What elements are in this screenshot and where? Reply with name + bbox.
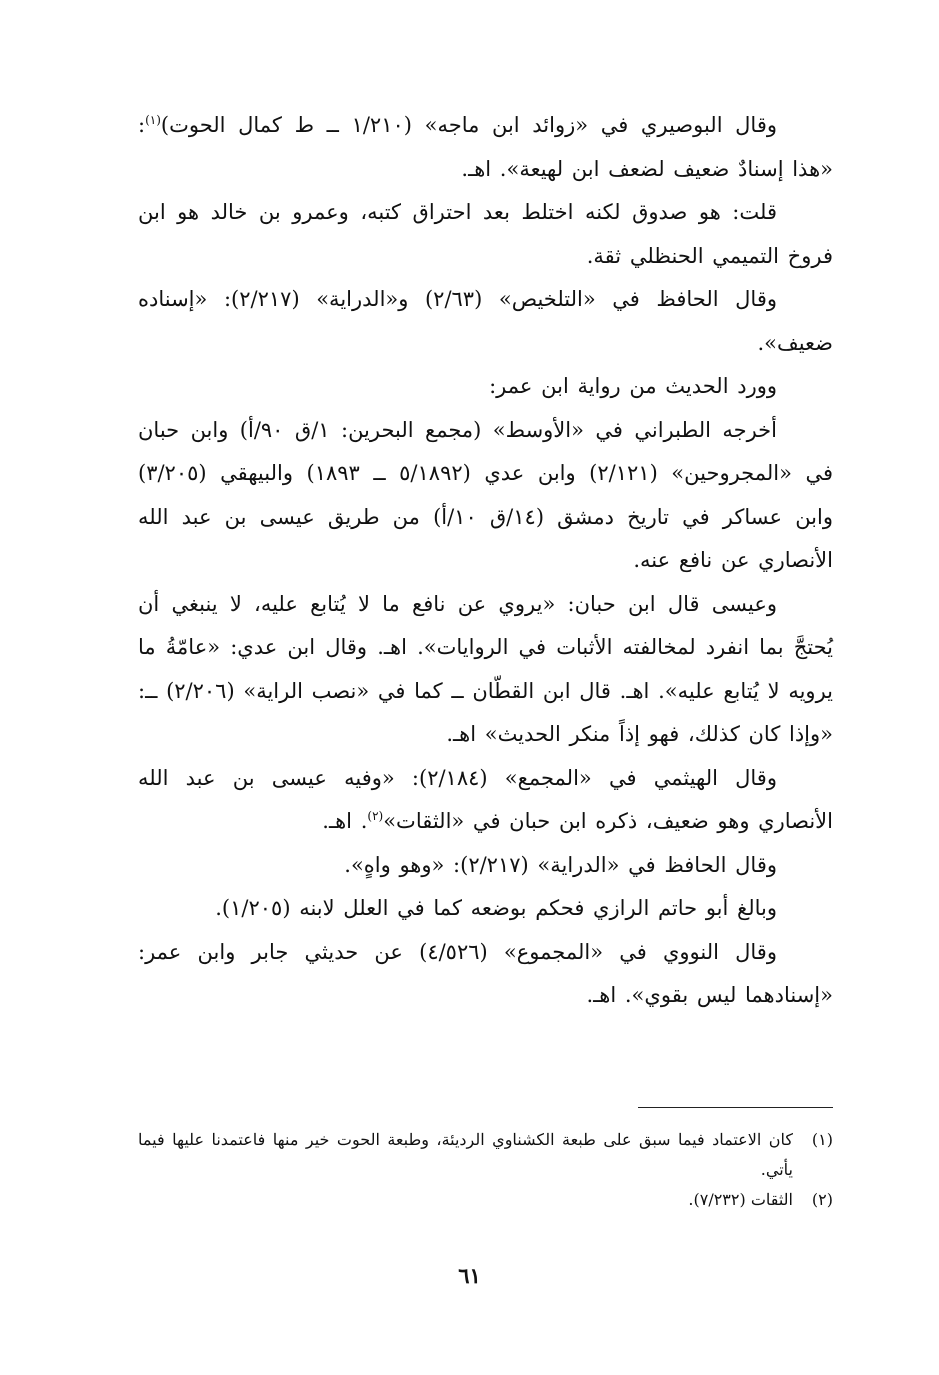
footnote-number: (١) [811, 1130, 833, 1149]
footnote-ref-1[interactable]: (١) [145, 113, 161, 127]
paragraph-isa: وعيسى قال ابن حبان: «يروي عن نافع ما لا يُتابع عليه، لا ينبغي أن يُحتجَّ بما انفرد لمخالفته الأثبات في الروايات». اهـ. وقال ابن عدي: «عامّةُ ما يرويه لا يُتابع عليه». اهـ. قال ابن القطّان ــ كما في «نصب الراية» (٢/٢٠٦) ــ: «وإذا كان كذلك، فهو إذاً منكر الحديث» اهـ. [138, 591, 833, 746]
main-text [138, 104, 833, 1018]
footnote-separator [638, 1107, 833, 1108]
paragraph-text: وقال البوصيري في «زوائد ابن ماجه» (١/٢١٠ ــ ط كمال الحوت) [160, 113, 778, 137]
footnote-number: (٢) [811, 1190, 833, 1209]
page-number: ٦١ [458, 1263, 481, 1288]
footnote-2 [138, 1185, 833, 1215]
footnote-ref-2[interactable]: (٢) [367, 809, 384, 823]
paragraph-hafiz-talkhis: وقال الحافظ في «التلخيص» (٢/٦٣) و«الدراية» (٢/٢١٧): «إسناده ضعيف». [138, 287, 833, 355]
footnote-1 [138, 1125, 833, 1185]
paragraph-text-tail: : «هذا إسنادٌ ضعيف لضعف ابن لهيعة». اهـ. [138, 113, 833, 181]
paragraph-qultu: قلت: هو صدوق لكنه اختلط بعد احتراق كتبه، وعمرو بن خالد هو ابن فروخ التميمي الحنظلي ثقة. [138, 200, 833, 268]
paragraph-nawawi: وقال النووي في «المجموع» (٤/٥٢٦) عن حديثي جابر وابن عمر: «إسنادهما ليس بقوي». اهـ. [138, 939, 833, 1007]
footnote-text: كان الاعتماد فيما سبق على طبعة الكشناوي الرديئة، وطبعة الحوت خير منها فاعتمدنا عليها فيما يأتي. [138, 1130, 793, 1179]
paragraph-text: وقال الهيثمي في «المجمع» (٢/١٨٤): «وفيه عيسى بن عبد الله الأنصاري وهو ضعيف، ذكره ابن حبان في «الثقات» [138, 765, 833, 833]
paragraph-ibn-umar: وورد الحديث من رواية ابن عمر: [489, 374, 777, 398]
paragraph-haythami [138, 757, 833, 844]
paragraph-abu-hatim: وبالغ أبو حاتم الرازي فحكم بوضعه كما في العلل لابنه (١/٢٠٥). [215, 896, 777, 920]
paragraph-takhrij: أخرجه الطبراني في «الأوسط» (مجمع البحرين: ١/ق ٩٠/أ) وابن حبان في «المجروحين» (٢/١٢١) وابن عدي (٥/١٨٩٢ ــ ١٨٩٣) والبيهقي (٣/٢٠٥) وابن عساكر في تاريخ دمشق (١٤/ق ١٠/أ) من طريق عيسى بن عبد الله الأنصاري عن نافع عنه. [138, 417, 834, 572]
footnote-text: الثقات (٧/٢٣٢). [688, 1190, 793, 1209]
paragraph-busiri [138, 104, 833, 191]
footnotes [138, 1125, 833, 1215]
paragraph-hafiz-diraya: وقال الحافظ في «الدراية» (٢/٢١٧): «وهو واهٍ». [344, 852, 777, 877]
paragraph-text-tail: . اهـ. [322, 809, 368, 833]
